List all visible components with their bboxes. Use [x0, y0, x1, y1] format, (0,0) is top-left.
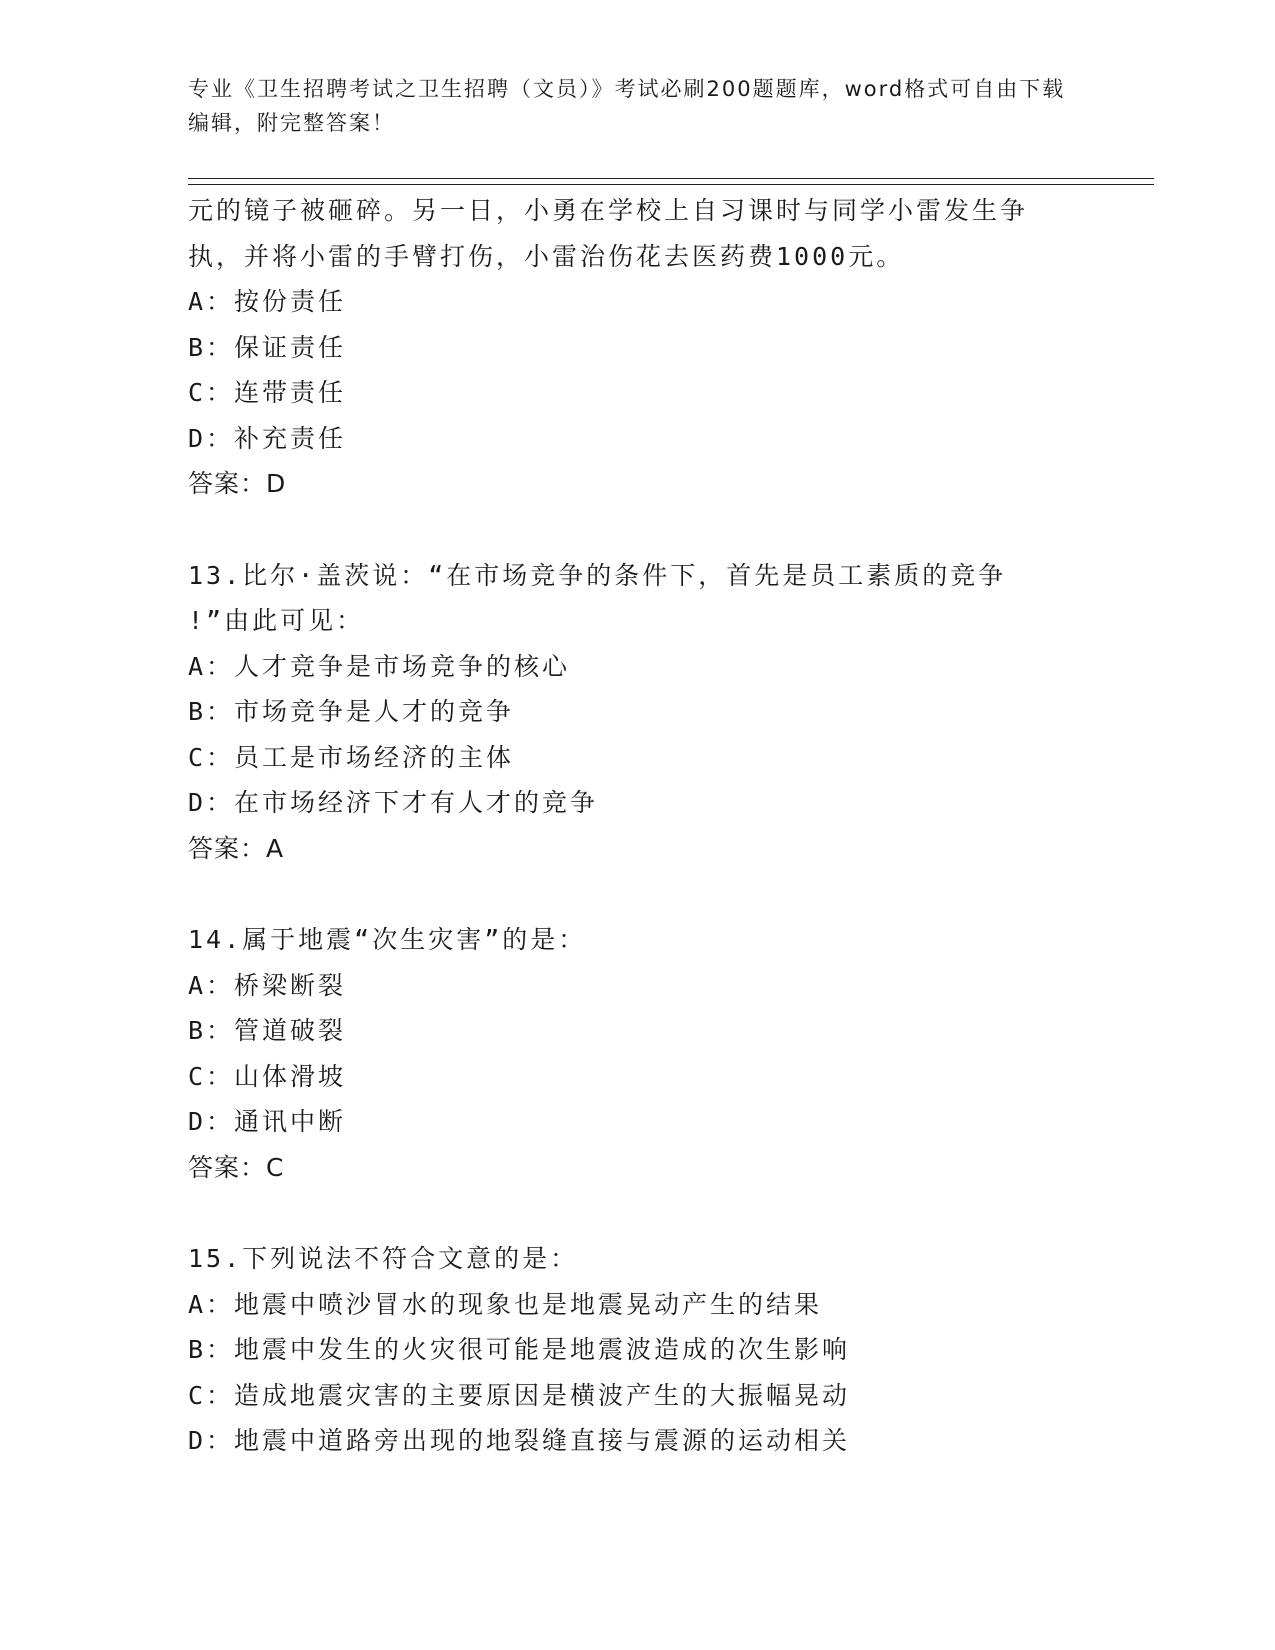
question-item: [188, 1236, 1128, 1464]
spacer: [188, 507, 1128, 553]
answer-line: 答案：C: [188, 1152, 285, 1182]
answer-line: 答案：A: [188, 833, 285, 863]
option-b: B：市场竞争是人才的竞争: [188, 697, 515, 726]
option-a: A：人才竞争是市场竞争的核心: [188, 651, 571, 681]
option-b: B：地震中发生的火灾很可能是地震波造成的次生影响: [188, 1335, 851, 1364]
option-b: B：管道破裂: [188, 1016, 347, 1045]
option-d: D：通讯中断: [188, 1107, 347, 1136]
option-c: C：连带责任: [188, 378, 347, 407]
question-stem-line: 14.属于地震“次生灾害”的是：: [188, 925, 587, 954]
option-a: A：地震中喷沙冒水的现象也是地震晃动产生的结果: [188, 1289, 823, 1319]
question-stem-line: 13.比尔·盖茨说：“在市场竞争的条件下，首先是员工素质的竞争: [188, 560, 1007, 590]
question-stem-line: 执，并将小雷的手臂打伤，小雷治伤花去医药费1000元。: [188, 241, 905, 271]
spacer: [188, 1190, 1128, 1236]
question-stem-line: !”由此可见：: [188, 606, 365, 635]
question-stem-line: 元的镜子被砸碎。另一日，小勇在学校上自习课时与同学小雷发生争: [188, 196, 1029, 225]
header-divider: [188, 178, 1154, 179]
option-a: A：桥梁断裂: [188, 970, 347, 1000]
option-d: D：补充责任: [188, 423, 347, 453]
answer-line: 答案：D: [188, 469, 287, 498]
option-c: C：山体滑坡: [188, 1061, 347, 1091]
option-b: B：保证责任: [188, 332, 347, 362]
option-d: D：在市场经济下才有人才的竞争: [188, 788, 599, 817]
question-item: [188, 188, 1128, 507]
question-item: [188, 917, 1128, 1190]
question-item: [188, 553, 1128, 872]
option-d: D：地震中道路旁出现的地裂缝直接与震源的运动相关: [188, 1426, 851, 1455]
question-list: [188, 188, 1128, 1464]
spacer: [188, 871, 1128, 917]
option-a: A：按份责任: [188, 287, 347, 316]
question-stem-line: 15.下列说法不符合文意的是：: [188, 1244, 579, 1273]
option-c: C：造成地震灾害的主要原因是横波产生的大振幅晃动: [188, 1380, 851, 1410]
header-divider: [188, 184, 1154, 185]
option-c: C：员工是市场经济的主体: [188, 742, 515, 772]
page-header: 专业《卫生招聘考试之卫生招聘（文员）》考试必刷200题题库，word格式可自由下载编辑，附完整答案！: [188, 77, 1066, 135]
